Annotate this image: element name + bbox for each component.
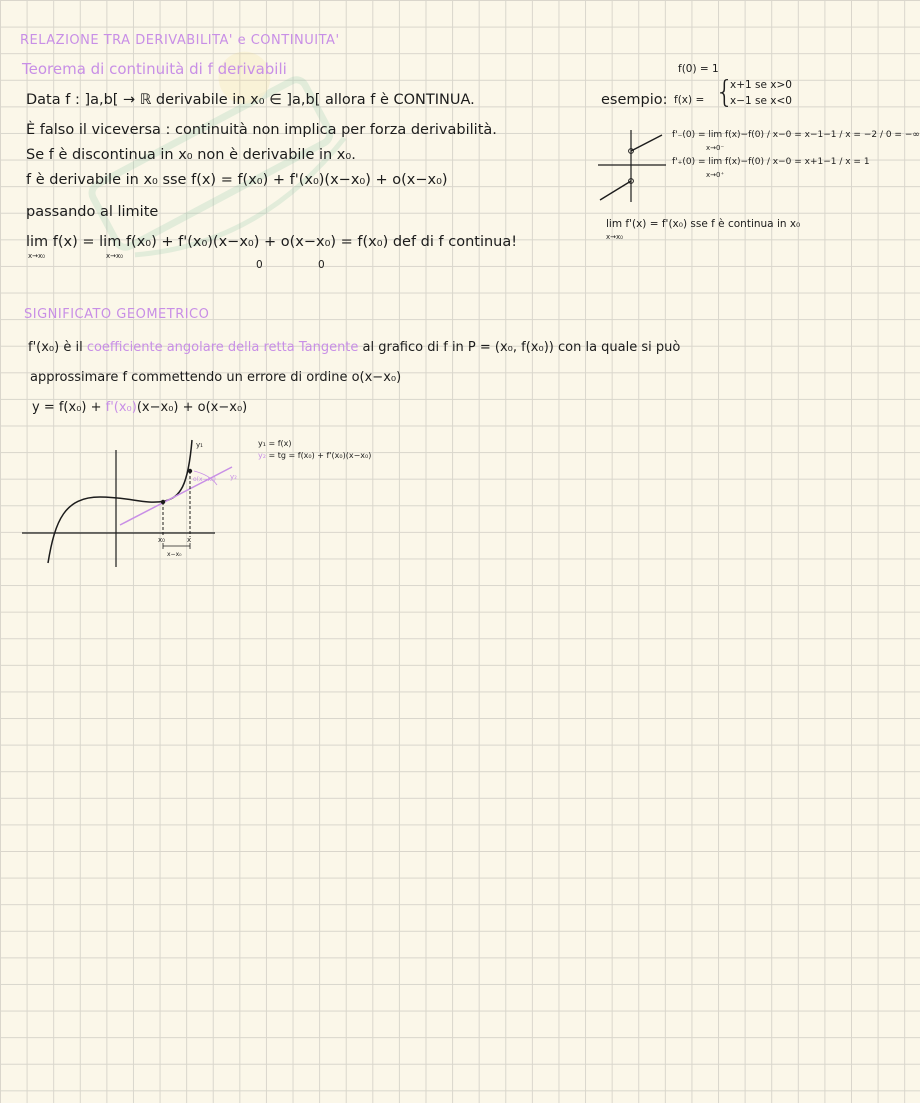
passing-to-limit: passando al limite xyxy=(26,204,159,220)
error-label: o(x−x₀) xyxy=(193,476,216,483)
derivative-continuity-note: lim f'(x) = f'(x₀) sse f è continua in x₀ xyxy=(606,218,801,230)
x-label: x xyxy=(187,536,192,544)
tangent-eq-slope: f'(x₀) xyxy=(105,400,137,415)
point-x xyxy=(188,469,192,473)
left-derivative: f'₋(0) = lim f(x)−f(0) / x−0 = x−1−1 / x = −2 / 0 = −∞ xyxy=(672,130,920,140)
geometric-meaning-line1 xyxy=(28,341,680,354)
gm-line1-b: al grafico di f in P = (x₀, f(x₀)) con la quale si può xyxy=(358,340,681,355)
tangent-graph xyxy=(20,435,245,570)
x0-label: x₀ xyxy=(158,536,165,544)
watermark-logo xyxy=(55,55,385,285)
theorem-statement: Data f : ]a,b[ → ℝ derivabile in x₀ ∈ ]a,b[ allora f è CONTINUA. xyxy=(26,92,475,108)
derivability-condition: f è derivabile in x₀ sse f(x) = f(x₀) + f'(x₀)(x−x₀) + o(x−x₀) xyxy=(26,172,448,188)
converse-false: È falso il viceversa : continuità non implica per forza derivabilità. xyxy=(26,122,497,138)
tangent-eq-a: y = f(x₀) + xyxy=(32,400,106,415)
zero-term-1: 0 xyxy=(256,259,263,271)
discontinuity-note: Se f è discontinua in x₀ non è derivabile in x₀. xyxy=(26,147,356,163)
tangent-label-y2: y₂ xyxy=(230,473,237,481)
example-fx: f(x) = xyxy=(674,94,705,106)
step-function-graph xyxy=(598,130,668,205)
zero-term-2: 0 xyxy=(318,259,325,271)
legend-y1: y₁ = f(x) xyxy=(258,439,292,448)
example-case-2: x−1 se x<0 xyxy=(730,95,792,107)
limit-subscript-2: x→x₀ xyxy=(106,252,123,260)
brace-icon: { xyxy=(715,75,735,110)
legend-y2 xyxy=(258,452,371,460)
example-f0: f(0) = 1 xyxy=(678,63,719,75)
right-derivative: f'₊(0) = lim f(x)−f(0) / x−0 = x+1−1 / x = 1 xyxy=(672,157,870,167)
geometric-meaning-line2: approssimare f commettendo un errore di ordine o(x−x₀) xyxy=(30,370,402,385)
limit-subscript-1: x→x₀ xyxy=(28,252,45,260)
function-curve xyxy=(48,440,192,563)
section-heading-relazione: RELAZIONE TRA DERIVABILITA' e CONTINUITA' xyxy=(20,33,340,48)
theorem-title: Teorema di continuità di f derivabili xyxy=(22,60,287,78)
gm-line1-a: f'(x₀) è il xyxy=(28,340,87,355)
conclusion-subscript: x→x₀ xyxy=(606,233,623,241)
legend-y2-label: y₂ xyxy=(258,451,266,460)
legend-y2-text: = tg = f(x₀) + f'(x₀)(x−x₀) xyxy=(265,451,372,460)
section-heading-significato: SIGNIFICATO GEOMETRICO xyxy=(24,307,210,322)
limit-equation: lim f(x) = lim f(x₀) + f'(x₀)(x−x₀) + o(x−x₀) = f(x₀) def di f continua! xyxy=(26,234,518,250)
delta-x-label: x−x₀ xyxy=(167,551,182,558)
tangent-equation xyxy=(32,401,247,414)
right-limit-subscript: x→0⁺ xyxy=(706,171,725,179)
example-case-1: x+1 se x>0 xyxy=(730,79,792,91)
curve-label-y1: y₁ xyxy=(196,441,203,449)
example-label: esempio: xyxy=(601,92,668,108)
tangent-eq-b: (x−x₀) + o(x−x₀) xyxy=(136,400,248,415)
left-limit-subscript: x→0⁻ xyxy=(706,144,725,152)
tangent-slope-highlight: coefficiente angolare della retta Tangente xyxy=(86,340,359,355)
point-p xyxy=(161,500,165,504)
